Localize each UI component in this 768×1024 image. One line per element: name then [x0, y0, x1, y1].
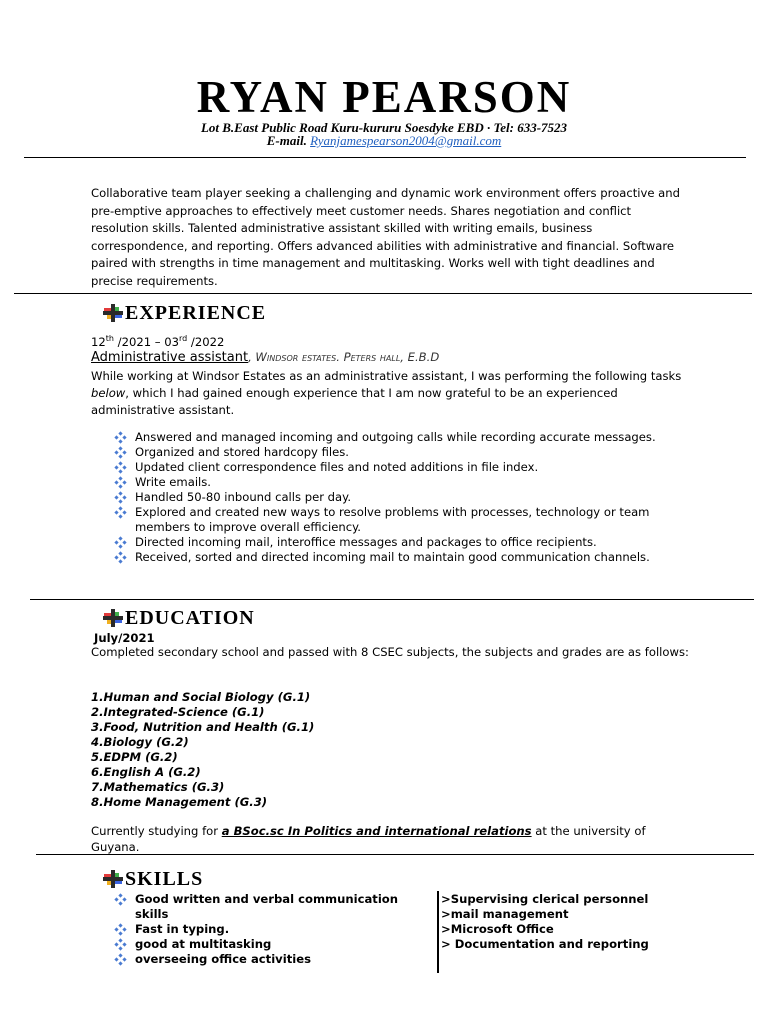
- education-date: July/2021: [94, 631, 155, 645]
- skills-left-list: [113, 892, 425, 967]
- education-divider: [36, 854, 754, 855]
- diamond-bullet-icon: [115, 954, 126, 965]
- skills-heading-text: SKILLS: [125, 868, 204, 890]
- list-item: Write emails.: [113, 475, 695, 490]
- section-cross-icon: [103, 608, 123, 628]
- list-item: Received, sorted and directed incoming mail to maintain good communication channels.: [113, 550, 695, 565]
- list-item: 3.Food, Nutrition and Health (G.1): [91, 720, 315, 734]
- list-item: >mail management: [441, 907, 569, 921]
- list-item: 6.English A (G.2): [91, 765, 201, 779]
- list-item: 1.Human and Social Biology (G.1): [91, 690, 311, 704]
- list-item: 2.Integrated-Science (G.1): [91, 705, 265, 719]
- diamond-bullet-icon: [115, 537, 126, 548]
- email-label: E-mail.: [266, 133, 307, 148]
- list-item: good at multitasking: [113, 937, 425, 952]
- list-item: Answered and managed incoming and outgoing calls while recording accurate messages.: [113, 430, 695, 445]
- list-item: 4.Biology (G.2): [91, 735, 189, 749]
- section-cross-icon: [103, 869, 123, 889]
- job-title: Administrative assistant: [91, 350, 249, 365]
- candidate-name: RYAN PEARSON: [196, 72, 572, 122]
- education-heading: [103, 606, 255, 630]
- diamond-bullet-icon: [115, 447, 126, 458]
- list-item: > Documentation and reporting: [441, 937, 649, 951]
- summary-divider: [14, 293, 752, 294]
- list-item: Explored and created new ways to resolve problems with processes, technology or team members to improve overall efficiency.: [113, 505, 695, 535]
- diamond-bullet-icon: [115, 894, 126, 905]
- job-title-line: [91, 349, 439, 366]
- list-item: Handled 50-80 inbound calls per day.: [113, 490, 695, 505]
- list-item: >Microsoft Office: [441, 922, 554, 936]
- degree-name: a BSoc.sc In Politics and international relations: [221, 824, 532, 838]
- header-divider: [24, 157, 746, 158]
- subjects-list: [91, 690, 314, 810]
- diamond-bullet-icon: [115, 477, 126, 488]
- address-line: Lot B.East Public Road Kuru-kururu Soesdyke EBD · Tel: 633-7523: [200, 120, 568, 135]
- diamond-bullet-icon: [115, 552, 126, 563]
- experience-divider: [30, 599, 754, 600]
- diamond-bullet-icon: [115, 432, 126, 443]
- email-link[interactable]: Ryanjamespearson2004@gmail.com: [310, 133, 502, 148]
- list-item: 8.Home Management (G.3): [91, 795, 268, 809]
- skills-column-divider: [437, 891, 439, 973]
- skills-right-list: [441, 892, 649, 952]
- education-heading-text: EDUCATION: [125, 607, 255, 629]
- list-item: Directed incoming mail, interoffice messages and packages to office recipients.: [113, 535, 695, 550]
- employer: , Windsor estates. Peters hall, E.B.D: [248, 350, 440, 364]
- experience-heading-text: EXPERIENCE: [125, 302, 267, 324]
- list-item: 5.EDPM (G.2): [91, 750, 178, 764]
- diamond-bullet-icon: [115, 462, 126, 473]
- list-item: overseeing office activities: [113, 952, 425, 967]
- experience-dates: 12th /2021 – 03rd /2022: [91, 334, 225, 349]
- experience-heading: [103, 301, 266, 325]
- diamond-bullet-icon: [115, 492, 126, 503]
- skills-heading: [103, 867, 203, 891]
- summary-paragraph: Collaborative team player seeking a challenging and dynamic work environment offers proactive and pre-emptive approaches to effectively meet customer needs. Shares negotiation and conflict resolution skills. Talented administrative assistant skilled with writing emails, business correspondence, and reporting. Offers advanced abilities with administrative and financial. Software paired with strengths in time management and multitasking. Works well with tight deadlines and precise requirements.: [91, 186, 680, 288]
- list-item: >Supervising clerical personnel: [441, 892, 649, 906]
- diamond-bullet-icon: [115, 939, 126, 950]
- list-item: Good written and verbal communication skills: [113, 892, 425, 922]
- list-item: Updated client correspondence files and noted additions in file index.: [113, 460, 695, 475]
- list-item: 7.Mathematics (G.3): [91, 780, 225, 794]
- current-studies: Currently studying for a BSoc.sc In Politics and international relations at the university of Guyana.: [91, 824, 646, 854]
- diamond-bullet-icon: [115, 924, 126, 935]
- email-line: [0, 134, 768, 148]
- diamond-bullet-icon: [115, 507, 126, 518]
- experience-duties-list: [113, 430, 695, 565]
- list-item: Organized and stored hardcopy files.: [113, 445, 695, 460]
- section-cross-icon: [103, 303, 123, 323]
- education-description: Completed secondary school and passed with 8 CSEC subjects, the subjects and grades are as follows:: [91, 645, 689, 659]
- job-description: While working at Windsor Estates as an administrative assistant, I was performing the following tasks below, which I had gained enough experience that I am now grateful to be an experienced administrative assistant.: [91, 369, 682, 417]
- list-item: Fast in typing.: [113, 922, 425, 937]
